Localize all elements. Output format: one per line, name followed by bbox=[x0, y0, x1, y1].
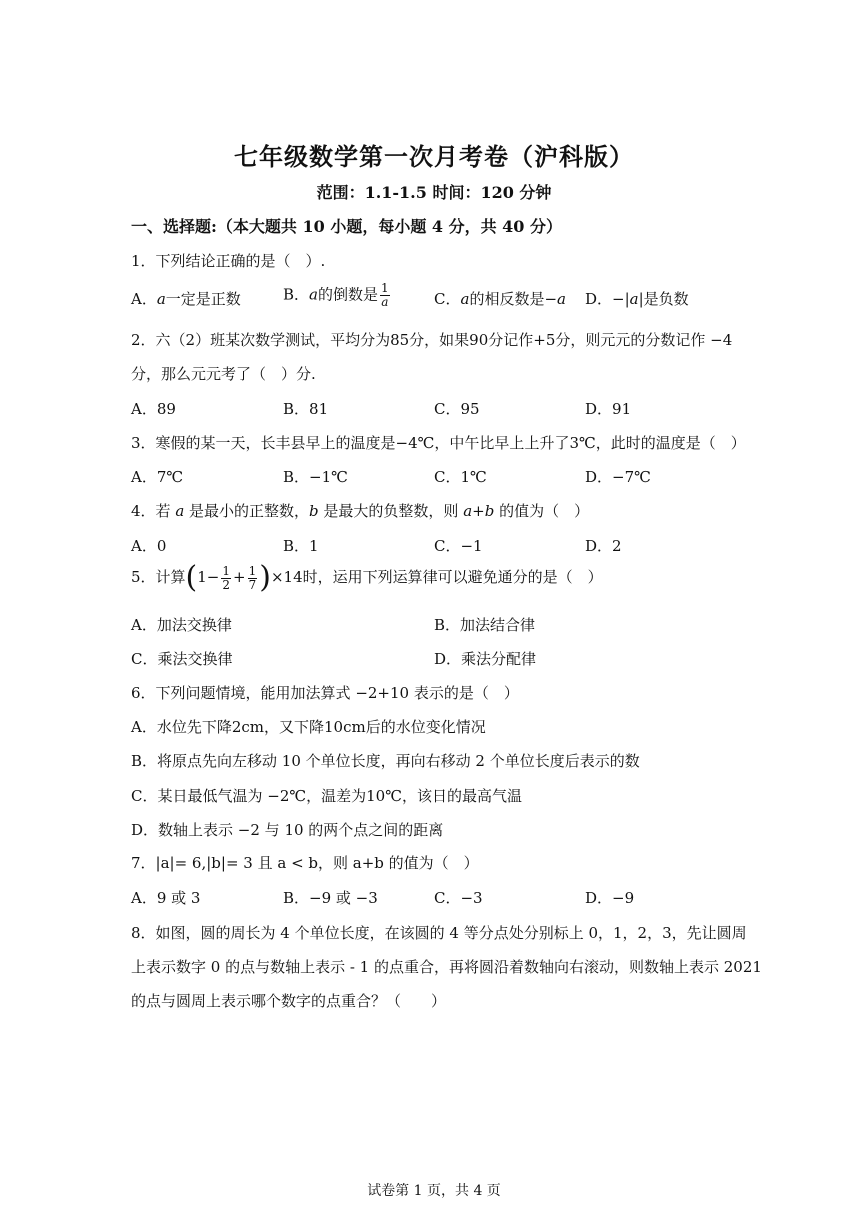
question-8-stem-line1: 8．如图，圆的周长为 4 个单位长度，在该圆的 4 等分点处分别标上 0，1，2，3，先让圆周 bbox=[131, 924, 747, 942]
question-4-option-a: A．0 bbox=[131, 537, 167, 555]
question-1-option-d: D．−|a|是负数 bbox=[585, 290, 689, 308]
question-7-option-b: B．−9 或 −3 bbox=[283, 889, 378, 907]
question-8-stem-line2: 上表示数字 0 的点与数轴上表示 - 1 的点重合，再将圆沿着数轴向右滚动，则数轴上表示 2021 bbox=[131, 958, 762, 976]
question-7-stem: 7．|a|= 6,|b|= 3 且 a < b，则 a+b 的值为（ ） bbox=[131, 854, 479, 872]
question-2-option-d: D．91 bbox=[585, 400, 632, 418]
question-6-option-a: A．水位先下降2cm，又下降10cm后的水位变化情况 bbox=[131, 718, 486, 736]
section-heading: 一、选择题:（本大题共 10 小题，每小题 4 分，共 40 分） bbox=[131, 217, 562, 236]
question-2-stem-line1: 2．六（2）班某次数学测试，平均分为85分，如果90分记作+5分，则元元的分数记作 −4 bbox=[131, 331, 733, 349]
fraction-one-over-a: $\frac{1}{a}$ bbox=[381, 281, 389, 309]
question-3-option-b: B．−1℃ bbox=[283, 468, 348, 486]
question-5-option-c: C．乘法交换律 bbox=[131, 650, 233, 668]
question-6-option-b: B．将原点先向左移动 10 个单位长度，再向右移动 2 个单位长度后表示的数 bbox=[131, 752, 640, 770]
question-5-stem: 5．计算(1− $\frac{1}{2}$ + $\frac{1}{7}$ )×14时，运用下列运算律可以避免通分的是（ ） bbox=[131, 560, 603, 595]
question-1-option-a: A．a一定是正数 bbox=[131, 290, 241, 308]
question-3-option-c: C．1℃ bbox=[434, 468, 487, 486]
page-footer: 试卷第 1 页，共 4 页 bbox=[367, 1183, 501, 1199]
question-3-option-d: D．−7℃ bbox=[585, 468, 651, 486]
question-6-option-d: D．数轴上表示 −2 与 10 的两个点之间的距离 bbox=[131, 821, 444, 839]
question-5-option-a: A．加法交换律 bbox=[131, 616, 232, 634]
question-7-option-c: C．−3 bbox=[434, 889, 483, 907]
question-8-stem-line3: 的点与圆周上表示哪个数字的点重合？（ ） bbox=[131, 992, 447, 1010]
question-5-option-d: D．乘法分配律 bbox=[434, 650, 537, 668]
question-7-option-a: A．9 或 3 bbox=[131, 889, 201, 907]
question-2-option-b: B．81 bbox=[283, 400, 329, 418]
question-4-stem: 4．若 a 是最小的正整数，b 是最大的负整数，则 a+b 的值为（ ） bbox=[131, 502, 590, 520]
question-2-stem-line2: 分，那么元元考了（ ）分. bbox=[131, 365, 316, 383]
exam-title: 七年级数学第一次月考卷（沪科版） bbox=[234, 142, 634, 171]
question-6-option-c: C．某日最低气温为 −2℃，温差为10℃，该日的最高气温 bbox=[131, 787, 523, 805]
question-3-option-a: A．7℃ bbox=[131, 468, 184, 486]
question-1-option-c: C．a的相反数是−a bbox=[434, 290, 566, 308]
exam-subtitle: 范围：1.1-1.5 时间：120 分钟 bbox=[316, 183, 552, 202]
question-4-option-c: C．−1 bbox=[434, 537, 483, 555]
question-1-option-b: B．a的倒数是 $\frac{1}{a}$ bbox=[283, 281, 389, 309]
question-3-stem: 3．寒假的某一天，长丰县早上的温度是−4℃，中午比早上上升了3℃，此时的温度是（ ） bbox=[131, 434, 746, 452]
question-5-option-b: B．加法结合律 bbox=[434, 616, 536, 634]
question-6-stem: 6．下列问题情境，能用加法算式 −2+10 表示的是（ ） bbox=[131, 684, 519, 702]
question-1-stem: 1．下列结论正确的是（ ）. bbox=[131, 252, 326, 270]
question-2-option-a: A．89 bbox=[131, 400, 176, 418]
question-2-option-c: C．95 bbox=[434, 400, 480, 418]
question-7-option-d: D．−9 bbox=[585, 889, 635, 907]
question-4-option-d: D．2 bbox=[585, 537, 622, 555]
question-4-option-b: B．1 bbox=[283, 537, 319, 555]
